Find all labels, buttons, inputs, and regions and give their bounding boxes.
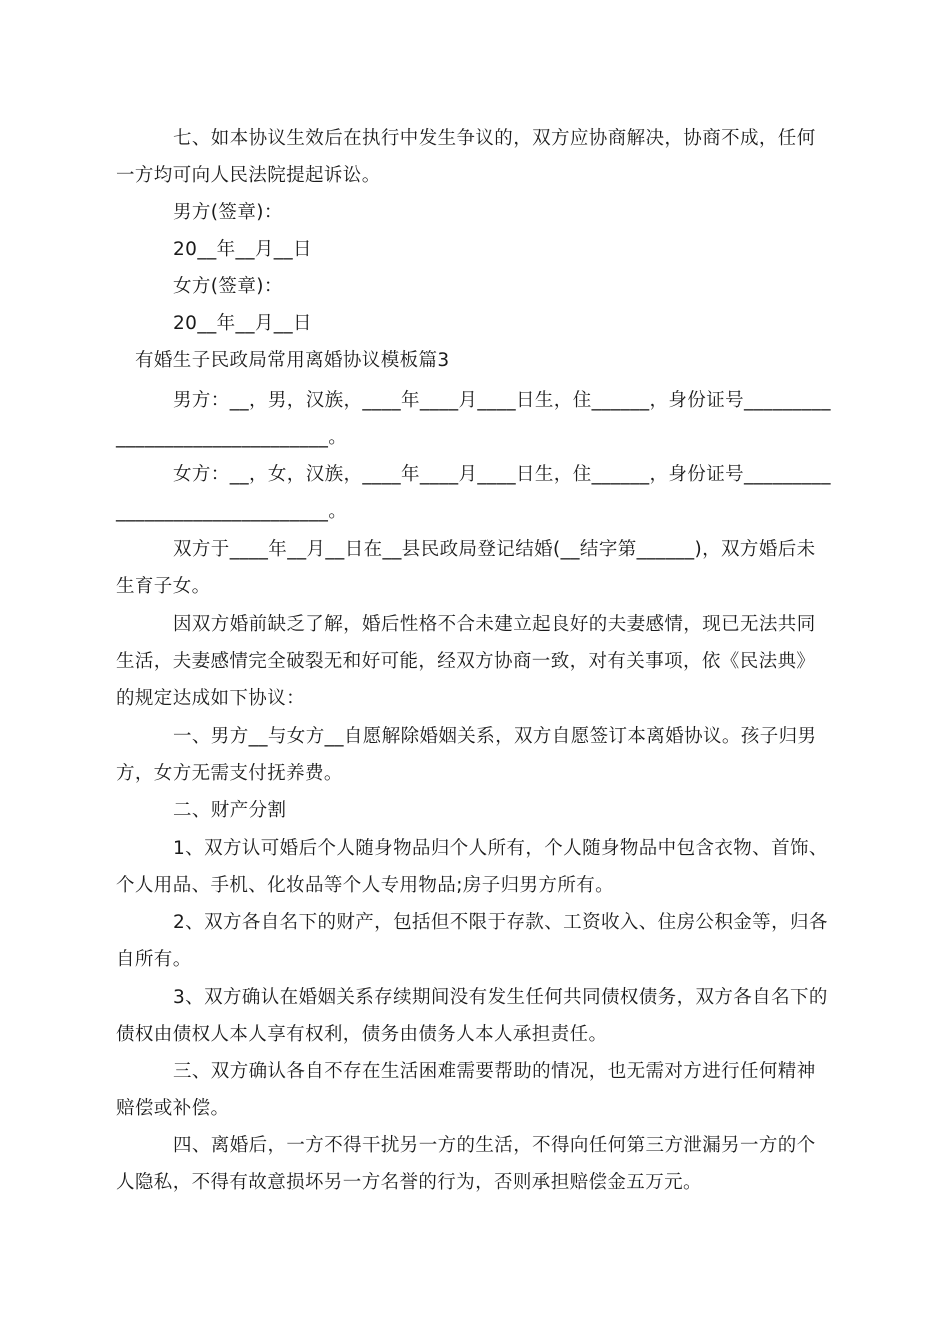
male-signature-label: 男方(签章)： — [173, 202, 283, 223]
clause-4-line-2: 人隐私，不得有故意损坏另一方名誉的行为，否则承担赔偿金五万元。 — [116, 1172, 702, 1193]
marriage-registration-line-1: 双方于____年__月__日在__县民政局登记结婚(__结字第______)，双方婚后未 — [173, 539, 816, 560]
marriage-registration-line-2: 生育子女。 — [116, 576, 211, 597]
reason-line-2: 生活，夫妻感情完全破裂无和好可能，经双方协商一致，对有关事项，依《民法典》 — [116, 651, 816, 672]
reason-line-3: 的规定达成如下协议： — [116, 688, 306, 709]
property-1-line-2: 个人用品、手机、化妆品等个人专用物品;房子归男方所有。 — [116, 875, 615, 896]
property-1-line-1: 1、双方认可婚后个人随身物品归个人所有，个人随身物品中包含衣物、首饰、 — [173, 838, 828, 859]
clause-7-line-2: 一方均可向人民法院提起诉讼。 — [116, 165, 381, 186]
female-signature-date: 20__年__月__日 — [173, 313, 312, 334]
female-signature-label: 女方(签章)： — [173, 276, 283, 297]
clause-3-line-1: 三、双方确认各自不存在生活困难需要帮助的情况，也无需对方进行任何精神 — [173, 1061, 816, 1082]
female-info-line-1: 女方：__，女，汉族，____年____月____日生，住______，身份证号_________ — [173, 464, 831, 485]
clause-4-line-1: 四、离婚后，一方不得干扰另一方的生活，不得向任何第三方泄漏另一方的个 — [173, 1135, 816, 1156]
clause-1-line-1: 一、男方__与女方__自愿解除婚姻关系，双方自愿签订本离婚协议。孩子归男 — [173, 726, 817, 747]
clause-3-line-2: 赔偿或补偿。 — [116, 1098, 230, 1119]
property-2-line-2: 自所有。 — [116, 949, 192, 970]
property-3-line-2: 债权由债权人本人享有权利，债务由债务人本人承担责任。 — [116, 1024, 608, 1045]
clause-7-line-1: 七、如本协议生效后在执行中发生争议的，双方应协商解决，协商不成，任何 — [173, 128, 816, 149]
male-info-line-2: ______________________。 — [116, 427, 348, 448]
property-2-line-1: 2、双方各自名下的财产，包括但不限于存款、工资收入、住房公积金等，归各 — [173, 912, 828, 933]
male-info-line-1: 男方：__，男，汉族，____年____月____日生，住______，身份证号_________ — [173, 390, 831, 411]
clause-1-line-2: 方，女方无需支付抚养费。 — [116, 763, 343, 784]
reason-line-1: 因双方婚前缺乏了解，婚后性格不合未建立起良好的夫妻感情，现已无法共同 — [173, 614, 816, 635]
section-title: 有婚生子民政局常用离婚协议模板篇3 — [135, 350, 450, 371]
female-info-line-2: ______________________。 — [116, 501, 348, 522]
clause-2-heading: 二、财产分割 — [173, 800, 287, 821]
property-3-line-1: 3、双方确认在婚姻关系存续期间没有发生任何共同债权债务，双方各自名下的 — [173, 987, 828, 1008]
male-signature-date: 20__年__月__日 — [173, 239, 312, 260]
